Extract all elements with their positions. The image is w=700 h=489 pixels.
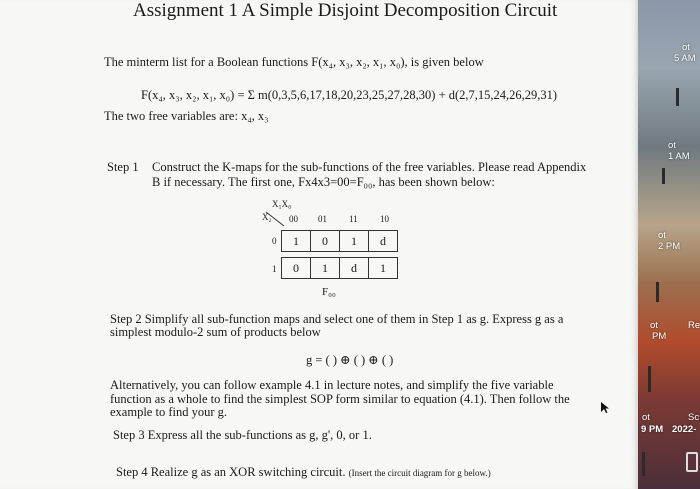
step2-line1: Step 2 Simplify all sub-function maps and select one of them in Step 1 as g. Express g as a <box>110 312 564 326</box>
alternative-line1: Alternatively, you can follow example 4.1 in lecture notes, and simplify the five variable <box>110 378 554 392</box>
kmap-col-head-0: 00 <box>289 214 298 224</box>
sidebar-partial: Sc <box>688 412 700 423</box>
sidebar-divider <box>648 366 651 392</box>
sidebar-strip <box>638 0 700 489</box>
step1-line2: B if necessary. The first one, Fx4x3=00=F₀₀, has been shown below: <box>152 175 495 189</box>
kmap-cell: 0 <box>310 230 340 252</box>
kmap-col-head-2: 11 <box>349 214 358 224</box>
kmap-cell: d <box>339 257 369 279</box>
step4-note: (Insert the circuit diagram for g below.) <box>348 468 491 478</box>
sidebar-time: 9 PM <box>641 424 664 435</box>
sidebar-divider <box>676 88 679 106</box>
kmap-col-head-1: 01 <box>318 214 327 224</box>
sidebar-time: 2 PM <box>658 241 681 252</box>
kmap-cell: 1 <box>310 257 340 279</box>
function-definition: F(x₄, x₃, x₂, x₁, x₀) = Σ m(0,3,5,6,17,18,20,23,25,27,28,30) + d(2,7,15,24,26,29,31) <box>141 88 558 102</box>
alternative-line2: function as a whole to find the simplest SOP form similar to equation (4.1). Then follow the <box>110 392 570 406</box>
kmap-col-var: X₁X₀ <box>272 199 292 209</box>
step3-text: Step 3 Express all the sub-functions as g, g', 0, or 1. <box>113 428 372 442</box>
step2-formula: g = ( ) ⊕ ( ) ⊕ ( ) <box>306 353 394 367</box>
sidebar-time: 5 AM <box>674 53 696 64</box>
sidebar-date: 2022- <box>672 424 697 435</box>
sidebar-partial: ot <box>658 230 666 241</box>
sidebar-partial: ot <box>682 42 690 53</box>
kmap-cell: 1 <box>368 257 398 279</box>
page-title: Assignment 1 A Simple Disjoint Decomposition Circuit <box>133 0 558 21</box>
kmap-col-head-3: 10 <box>380 214 389 224</box>
free-variables-text: The two free variables are: x₄, x₃ <box>104 109 269 123</box>
step1-line1: Construct the K-maps for the sub-functions of the free variables. Please read Appendix <box>152 160 587 174</box>
kmap-cell: 0 <box>281 257 311 279</box>
kmap-cell: 1 <box>339 230 369 252</box>
mouse-pointer-icon <box>601 402 610 414</box>
kmap-row-head-0: 0 <box>272 236 277 246</box>
kmap-row-head-1: 1 <box>272 264 277 274</box>
kmap-row-var: X₂ <box>262 212 272 222</box>
sidebar-partial: ot <box>668 140 676 151</box>
kmap-cell: 1 <box>281 230 311 252</box>
step4-text <box>116 465 491 480</box>
sidebar-time: 1 AM <box>668 151 690 162</box>
step2-line2: simplest modulo-2 sum of products below <box>110 325 321 339</box>
sidebar-partial: ot <box>642 412 650 423</box>
kmap-caption: F₀₀ <box>322 286 336 298</box>
step4-main: Step 4 Realize g as an XOR switching circuit. <box>116 465 346 479</box>
sidebar-partial: Re <box>688 320 700 331</box>
kmap-cell: d <box>368 230 398 252</box>
sidebar-divider <box>656 282 659 302</box>
sidebar-partial: ot <box>650 320 658 331</box>
sidebar-divider <box>662 168 665 184</box>
sidebar-time: PM <box>652 331 667 342</box>
calendar-icon <box>686 452 698 472</box>
intro-text: The minterm list for a Boolean functions F(x₄, x₃, x₂, x₁, x₀), is given below <box>104 55 484 69</box>
alternative-line3: example to find your g. <box>110 405 227 419</box>
step1-label: Step 1 <box>107 160 139 174</box>
sidebar-divider <box>642 452 645 476</box>
